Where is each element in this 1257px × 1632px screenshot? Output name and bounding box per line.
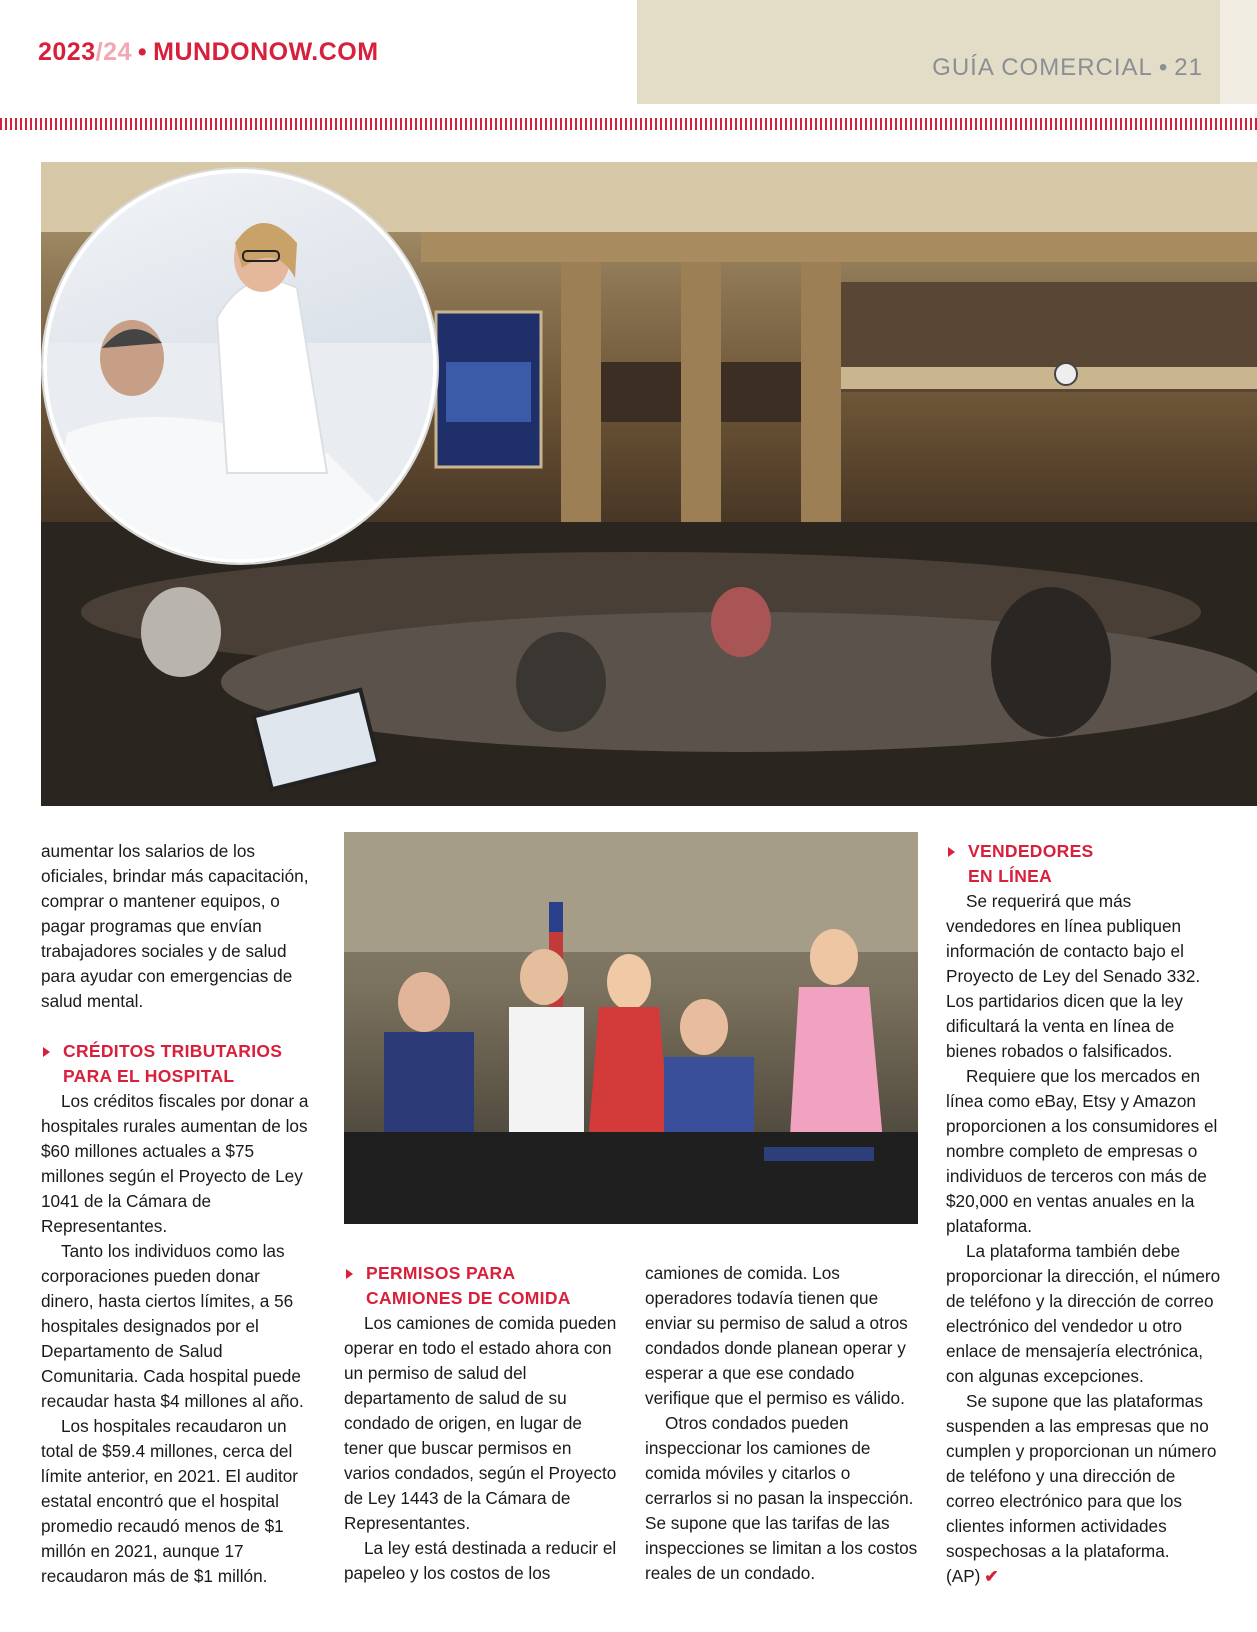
header-band: [637, 0, 1220, 104]
col4-subhead: [946, 839, 1224, 889]
header-publication: [38, 38, 379, 67]
col4-subhead-line1: VENDEDORES: [968, 841, 1094, 861]
doctor-inset-photo: [43, 169, 437, 563]
header-dot: •: [137, 38, 148, 66]
section-name: GUÍA COMERCIAL: [932, 54, 1153, 81]
column-2: [344, 1261, 620, 1586]
col2-subhead-line2: CAMIONES DE COMIDA: [366, 1288, 571, 1308]
col3-paragraph-1: camiones de comida. Los operadores todavía tienen que enviar su permiso de salud a otros condados donde planean operar y esperar a que ese condado verifique que el permiso es válido.: [645, 1263, 908, 1408]
col1-subhead-line1: CRÉDITOS TRIBUTARIOS: [63, 1041, 283, 1061]
col4-paragraph-2: Requiere que los mercados en línea como eBay, Etsy y Amazon proporcionen a los consumidores el nombre completo de empresas o individuos de terceros con más de $20,000 en ventas anuales en la plataforma.: [946, 1066, 1218, 1236]
column-3: [645, 1261, 918, 1586]
col3-paragraph-2: Otros condados pueden inspeccionar los camiones de comida móviles y citarlos o cerrarlos si no pasan la inspección. Se supone que las tarifas de las inspecciones se limitan a los costos reales de un condado.: [645, 1413, 918, 1583]
bill-signing-photo: [344, 832, 918, 1224]
header-year: 2023: [38, 38, 96, 66]
column-4: [946, 839, 1224, 1589]
col1-paragraph-1: aumentar los salarios de los oficiales, brindar más capacitación, comprar o mantener equipos, o pagar programas que envían trabajadores sociales y de salud para ayudar con emergencias de salud mental.: [41, 841, 309, 1011]
bill-signing-art: [344, 832, 918, 1224]
col1-paragraph-2: Los créditos fiscales por donar a hospitales rurales aumentan de los $60 millones actuales a $75 millones según el Proyecto de Ley 1041 de la Cámara de Representantes.: [41, 1091, 309, 1236]
header-year-suffix: /24: [95, 38, 132, 66]
col2-subhead: [344, 1261, 620, 1311]
col2-subhead-line1: PERMISOS PARA: [366, 1263, 516, 1283]
col1-paragraph-4: Los hospitales recaudaron un total de $59.4 millones, cerca del límite anterior, en 2021. El auditor estatal encontró que el hospital promedio recaudó menos de $1 millón en 2021, aunque 17 recaudaron más de $1 millón.: [41, 1416, 299, 1586]
col2-paragraph-2: La ley está destinada a reducir el papeleo y los costos de los: [344, 1538, 617, 1583]
end-check-icon: ✔: [984, 1566, 999, 1586]
col4-subhead-line2: EN LÍNEA: [968, 866, 1053, 886]
subhead-triangle-icon: [948, 847, 955, 857]
section-dot: •: [1158, 54, 1169, 81]
col4-paragraph-4-text: Se supone que las plataformas suspenden a las empresas que no cumplen y proporcionan un número de teléfono y una dirección de correo electrónico para que los clientes informen actividades sospechosas a la plataforma. (AP): [946, 1391, 1217, 1586]
col4-paragraph-3: La plataforma también debe proporcionar la dirección, el número de teléfono y la dirección de correo electrónico del vendedor u otro enlace de mensajería electrónica, con algunas excepciones.: [946, 1241, 1221, 1386]
column-1: [41, 839, 313, 1589]
header-band-edge: [1220, 0, 1257, 104]
header-section: [932, 54, 1203, 82]
col2-paragraph-1: Los camiones de comida pueden operar en todo el estado ahora con un permiso de salud del departamento de salud de su condado de origen, en lugar de tener que buscar permisos en varios condados, según el Proyecto de Ley 1443 de la Cámara de Representantes.: [344, 1313, 617, 1533]
subhead-triangle-icon: [346, 1269, 353, 1279]
doctor-inset-art: [47, 173, 433, 559]
col1-subhead: [41, 1039, 313, 1089]
header-site[interactable]: MUNDONOW.COM: [153, 38, 379, 66]
subhead-triangle-icon: [43, 1047, 50, 1057]
col4-paragraph-1: Se requerirá que más vendedores en línea publiquen información de contacto bajo el Proyecto de Ley del Senado 332. Los partidarios dicen que la ley dificultará la venta en línea de bienes robados o falsificados.: [946, 891, 1201, 1061]
col1-subhead-line2: PARA EL HOSPITAL: [63, 1066, 235, 1086]
header-tick-rule: [0, 118, 1257, 130]
col4-paragraph-4: [946, 1389, 1224, 1589]
col1-paragraph-3: Tanto los individuos como las corporaciones pueden donar dinero, hasta ciertos límites, a 56 hospitales designados por el Departamento de Salud Comunitaria. Cada hospital puede recaudar hasta $4 millones al año.: [41, 1241, 304, 1411]
page-number: 21: [1174, 54, 1203, 81]
